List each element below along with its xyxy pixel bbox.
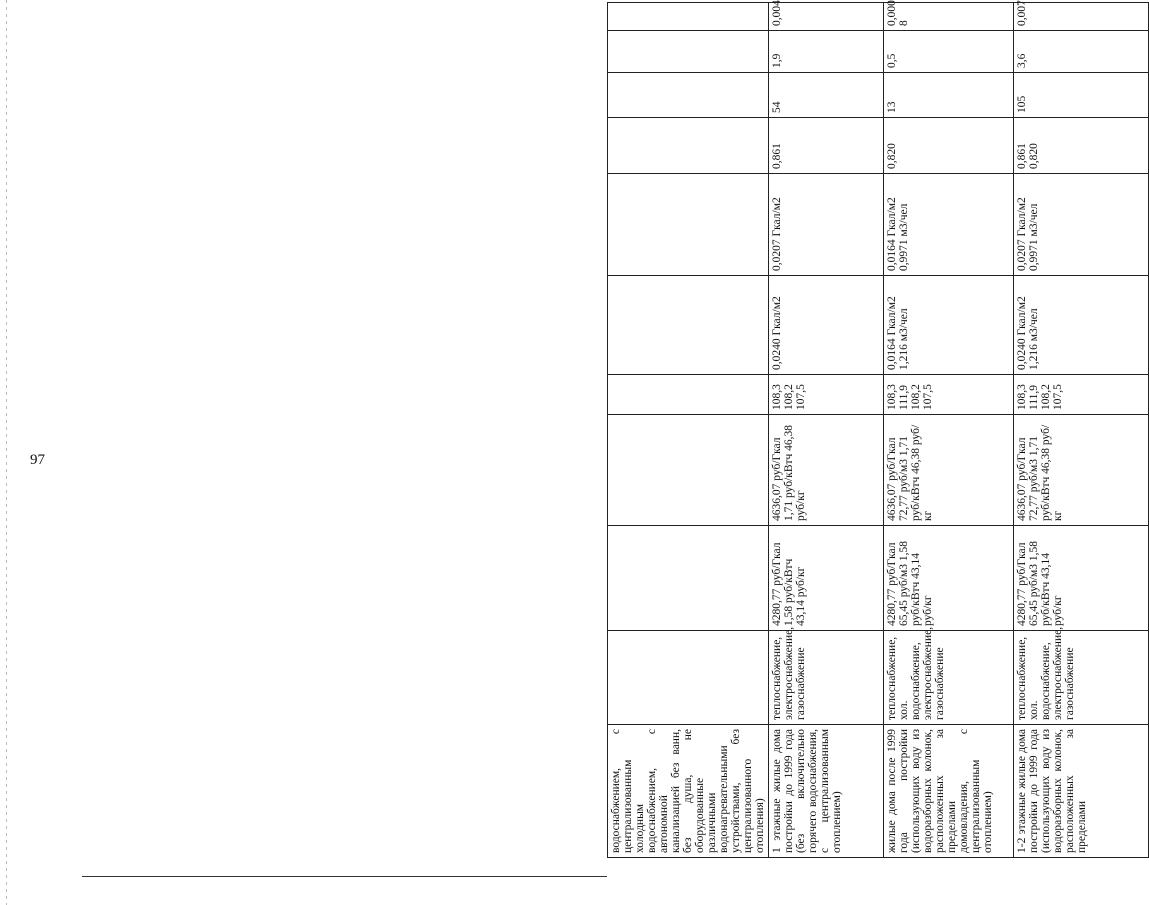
scan-edge (6, 0, 7, 905)
page-number: 97 (30, 452, 45, 468)
cell-tariff-a: 4280,77 руб/Гкал 1,58 руб/кВтч 43,14 руб/кг (769, 526, 884, 631)
cell-norm-a: 0,0164 Гкал/м2 1,216 м3/чел (884, 276, 1014, 375)
cell-desc: 1-2 этажные жилые дома постройки до 1999 года (использующих воду из водоразборных колонок, расположенных за пределами (1014, 725, 1149, 858)
cell-n1 (608, 73, 769, 118)
cell-index: 108,3 111,9 108,2 107,5 (884, 375, 1014, 415)
table-row (1014, 3, 1149, 858)
cell-n3: 0,004 (769, 3, 884, 31)
table-row (608, 3, 769, 858)
cell-norm-b: 0,0164 Гкал/м2 0,9971 м3/чел (884, 174, 1014, 276)
cell-tariff-b (608, 415, 769, 526)
cell-tariff-a: 4280,77 руб/Гкал 65,45 руб/м3 1,58 руб/кВтч 43,14 руб/кг (884, 526, 1014, 631)
cell-n2 (608, 31, 769, 73)
cell-norm-a (608, 276, 769, 375)
cell-norm-a: 0,0240 Гкал/м2 1,216 м3/чел (1014, 276, 1149, 375)
cell-index: 108,3 108,2 107,5 (769, 375, 884, 415)
cell-norm-b: 0,0207 Гкал/м2 0,9971 м3/чел (1014, 174, 1149, 276)
cell-services: теплоснабжение, хол. водоснабжение, электроснабжение, газоснабжение (884, 631, 1014, 725)
cell-n2: 0,5 (884, 31, 1014, 73)
cell-n1: 13 (884, 73, 1014, 118)
cell-coef (608, 118, 769, 174)
cell-n2: 3,6 (1014, 31, 1149, 73)
cell-desc: жилые дома после 1999 года постройки (использующих воду из водоразборных колонок, расположенных за пределами домовладения, с централизованным отоплением) (884, 725, 1014, 858)
cell-index (608, 375, 769, 415)
cell-tariff-b: 4636,07 руб/Гкал 1,71 руб/кВтч 46,38 руб/кг (769, 415, 884, 526)
cell-tariff-b: 4636,07 руб/Гкал 72,77 руб/м3 1,71 руб/кВтч 46,38 руб/кг (1014, 415, 1149, 526)
cell-n3: 0,007 (1014, 3, 1149, 31)
cell-desc: 1 этажные жилые дома постройки до 1999 года (без включительно горячего водоснабжения, с централизованным отоплением) (769, 725, 884, 858)
cell-tariff-a: 4280,77 руб/Гкал 65,45 руб/м3 1,58 руб/кВтч 43,14 руб/кг (1014, 526, 1149, 631)
cell-n1: 105 (1014, 73, 1149, 118)
cell-coef: 0,820 (884, 118, 1014, 174)
cell-n3: 0,000 8 (884, 3, 1014, 31)
cell-tariff-b: 4636,07 руб/Гкал 72,77 руб/м3 1,71 руб/кВтч 46,38 руб/кг (884, 415, 1014, 526)
cell-tariff-a (608, 526, 769, 631)
cell-index: 108,3 111,9 108,2 107,5 (1014, 375, 1149, 415)
cell-n2: 1,9 (769, 31, 884, 73)
cell-services: теплоснабжение, электроснабжение, газоснабжение (769, 631, 884, 725)
cell-services (608, 631, 769, 725)
cell-norm-a: 0,0240 Гкал/м2 (769, 276, 884, 375)
cell-n1: 54 (769, 73, 884, 118)
cell-norm-b (608, 174, 769, 276)
cell-coef: 0,861 0,820 (1014, 118, 1149, 174)
cell-services: теплоснабжение, хол. водоснабжение, электроснабжение, газоснабжение (1014, 631, 1149, 725)
cell-norm-b: 0,0207 Гкал/м2 (769, 174, 884, 276)
cell-coef: 0,861 (769, 118, 884, 174)
table-row (769, 3, 884, 858)
tariff-table-rotated (607, 0, 1132, 858)
cell-desc: водоснабжением, с централизованным холодным водоснабжением, с автономной канализацией без ванн, без душа, не оборудованные различными водонагревательными устройствами, без централизованного отопления) (608, 725, 769, 858)
table-row (884, 3, 1014, 858)
bottom-rule (82, 876, 607, 877)
tariff-table (607, 2, 1149, 858)
cell-n3 (608, 3, 769, 31)
